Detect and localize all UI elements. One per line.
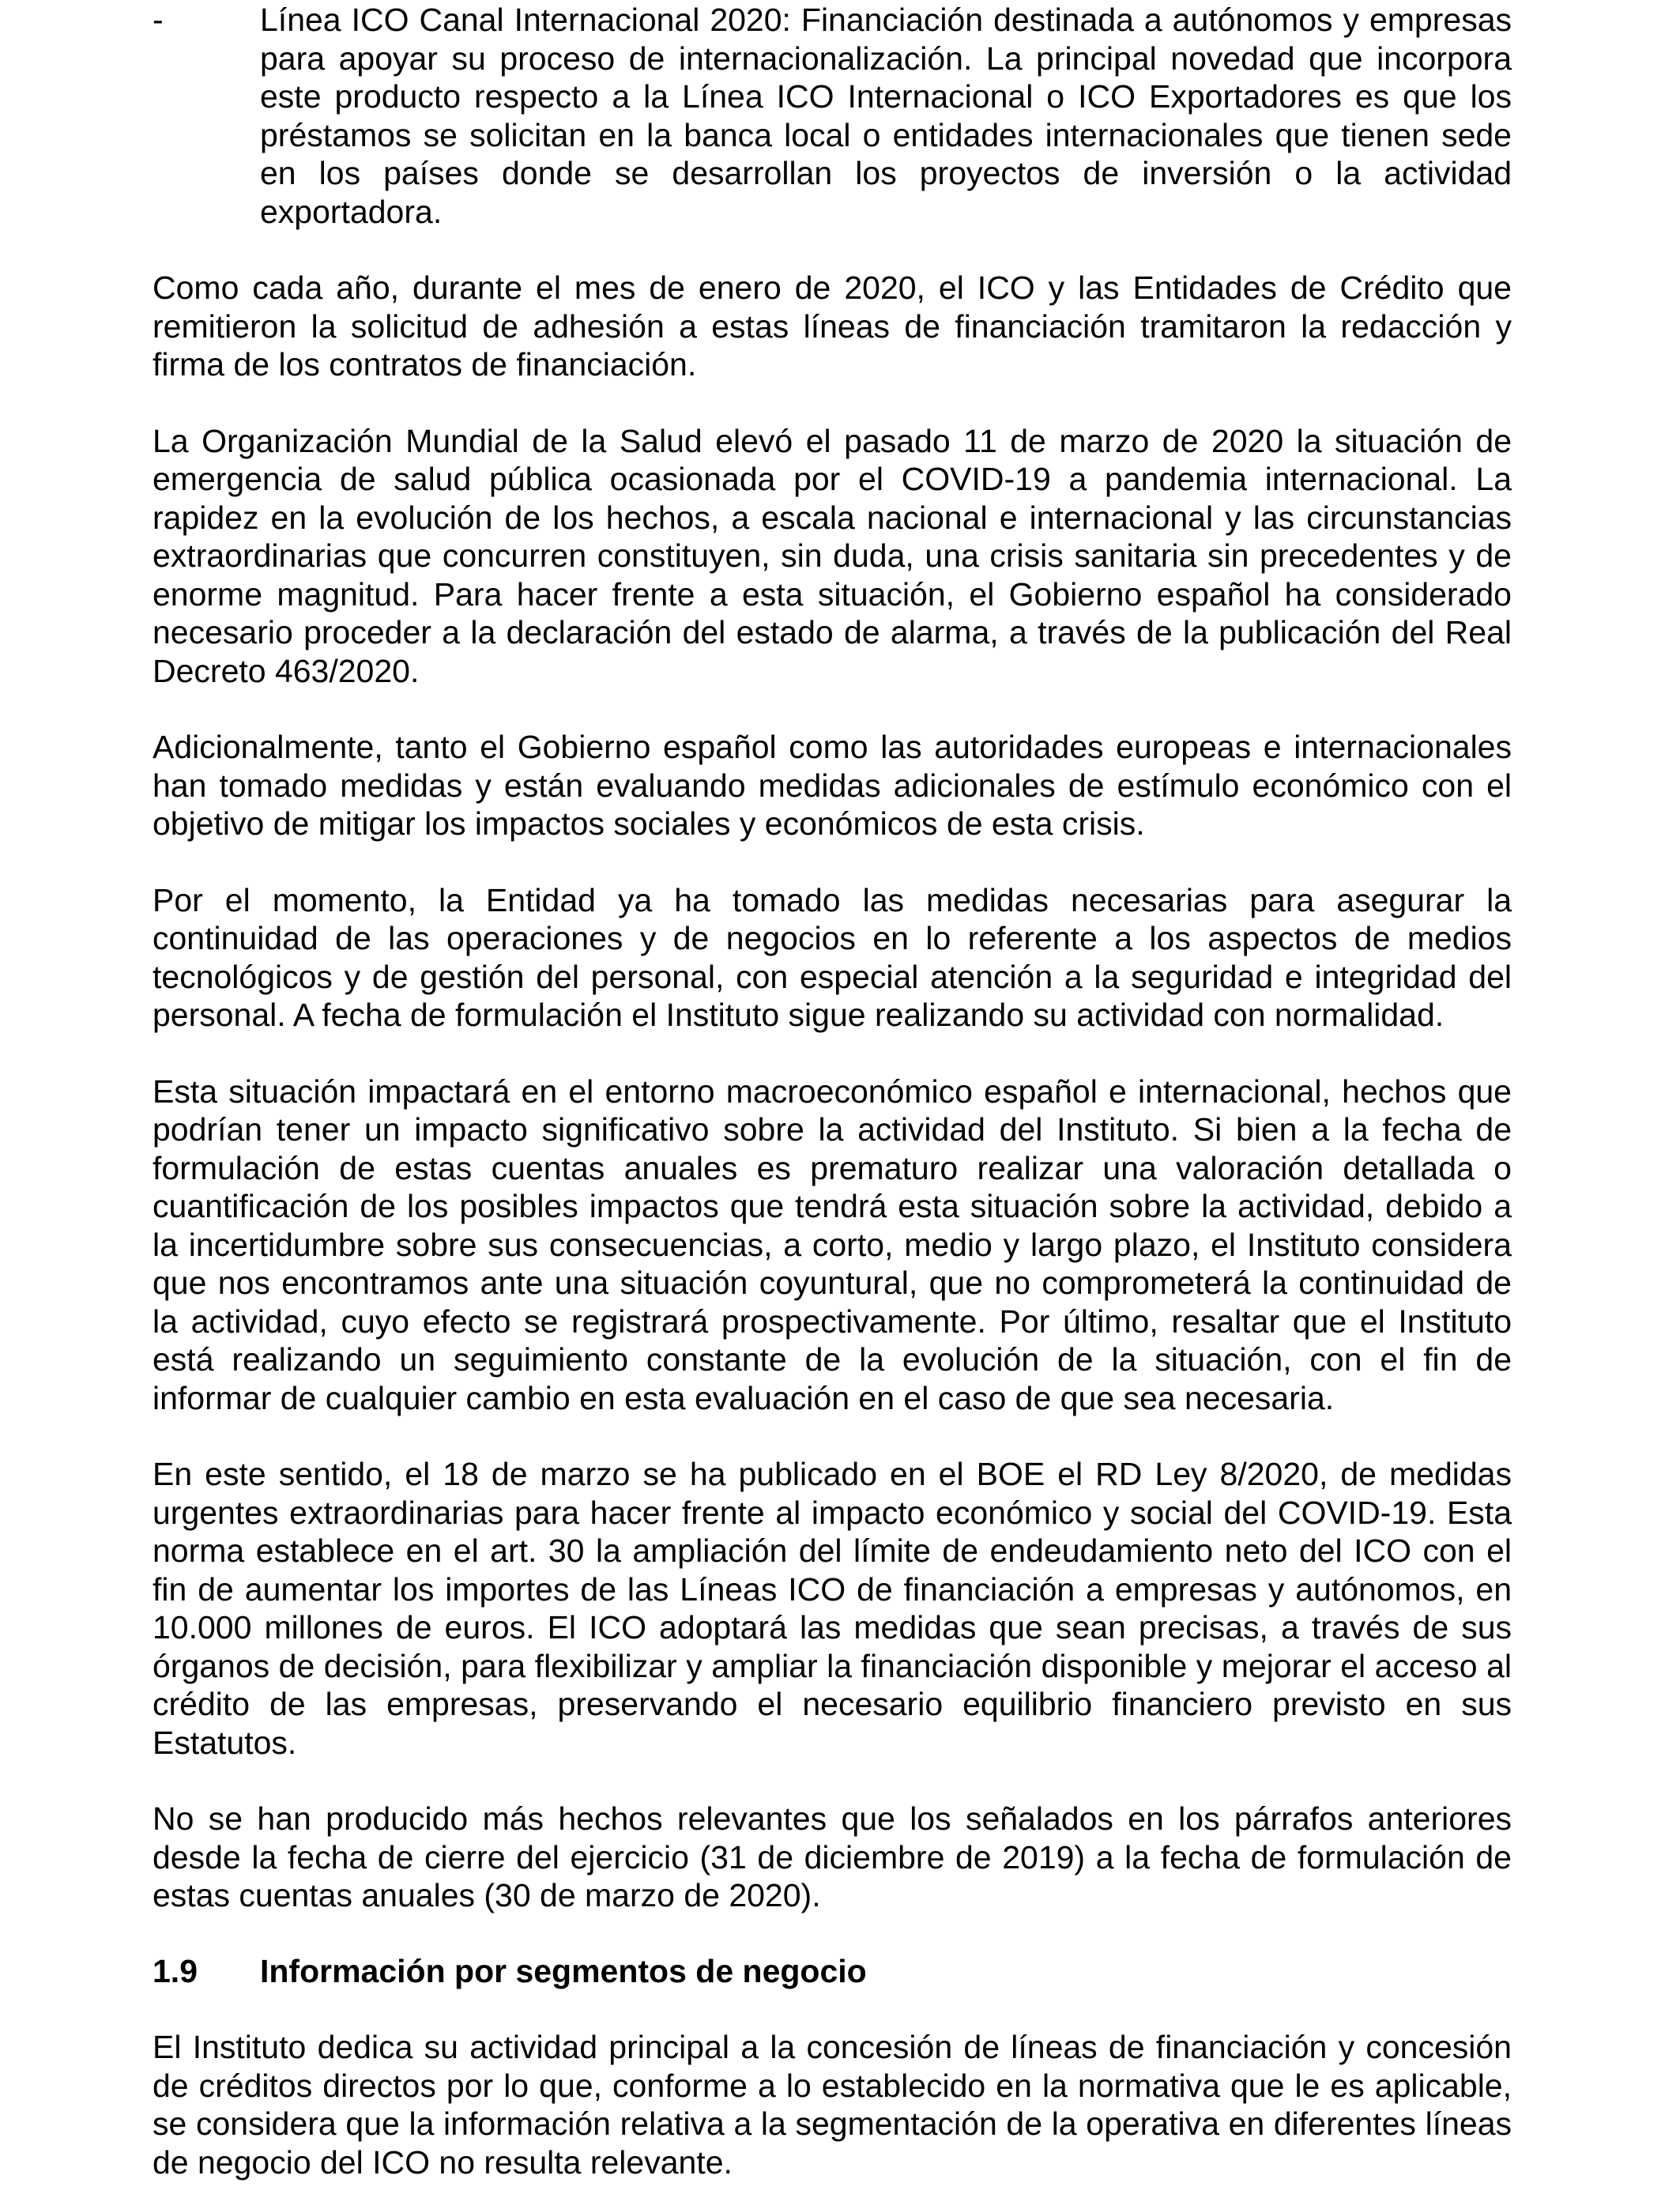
paragraph-hechos-relevantes: No se han producido más hechos relevantes que los señalados en los párrafos anteriores desde la fecha de cierre del ejercicio (31 de diciembre de 2019) a la fecha de formulación de estas cuentas anuales (30 de marzo de 2020). [153, 1800, 1512, 1913]
bullet-item [153, 1, 1512, 231]
bullet-text: Línea ICO Canal Internacional 2020: Financiación destinada a autónomos y empresas para apoyar su proceso de internacionalización. La principal novedad que incorpora este producto respecto a la Línea ICO Internacional o ICO Exportadores es que los préstamos se solicitan en la banca local o entidades internacionales que tienen sede en los países donde se desarrollan los proyectos de inversión o la actividad exportadora. [260, 2, 1512, 230]
paragraph-rd-ley-8-2020: En este sentido, el 18 de marzo se ha publicado en el BOE el RD Ley 8/2020, de medidas urgentes extraordinarias para hacer frente al impacto económico y social del COVID-19. Esta norma establece en el art. 30 la ampliación del límite de endeudamiento neto del ICO con el fin de aumentar los importes de las Líneas ICO de financiación a empresas y autónomos, en 10.000 millones de euros. El ICO adoptará las medidas que sean precisas, a través de sus órganos de decisión, para flexibilizar y ampliar la financiación disponible y mejorar el acceso al crédito de las empresas, preservando el necesario equilibrio financiero previsto en sus Estatutos. [153, 1456, 1512, 1761]
paragraph-pandemia-estado-alarma: La Organización Mundial de la Salud elevó el pasado 11 de marzo de 2020 la situación de emergencia de salud pública ocasionada por el COVID-19 a pandemia internacional. La rapidez en la evolución de los hechos, a escala nacional e internacional y las circunstancias extraordinarias que concurren constituyen, sin duda, una crisis sanitaria sin precedentes y de enorme magnitud. Para hacer frente a esta situación, el Gobierno español ha considerado necesario proceder a la declaración del estado de alarma, a través de la publicación del Real Decreto 463/2020. [153, 422, 1512, 689]
paragraph-adhesion-contratos: Como cada año, durante el mes de enero de 2020, el ICO y las Entidades de Crédito que remitieron la solicitud de adhesión a estas líneas de financiación tramitaron la redacción y firma de los contratos de financiación. [153, 270, 1512, 383]
section-title: Información por segmentos de negocio [260, 1952, 867, 1989]
section-heading [153, 1952, 1512, 1991]
paragraph-medidas-estimulo: Adicionalmente, tanto el Gobierno español como las autoridades europeas e internacionales han tomado medidas y están evaluando medidas adicionales de estímulo económico con el objetivo de mitigar los impactos sociales y económicos de esta crisis. [153, 729, 1512, 842]
document-page [153, 0, 1512, 2181]
paragraph-impacto-macroeconomico: Esta situación impactará en el entorno macroeconómico español e internacional, hechos que podrían tener un impacto significativo sobre la actividad del Instituto. Si bien a la fecha de formulación de estas cuentas anuales es prematuro realizar una valoración detallada o cuantificación de los posibles impactos que tendrá esta situación sobre la actividad, debido a la incertidumbre sobre sus consecuencias, a corto, medio y largo plazo, el Instituto considera que nos encontramos ante una situación coyuntural, que no comprometerá la continuidad de la actividad, cuyo efecto se registrará prospectivamente. Por último, resaltar que el Instituto está realizando un seguimiento constante de la evolución de la situación, con el fin de informar de cualquier cambio en esta evaluación en el caso de que sea necesaria. [153, 1072, 1512, 1416]
bullet-marker: - [153, 2, 164, 38]
paragraph-continuidad-operaciones: Por el momento, la Entidad ya ha tomado las medidas necesarias para asegurar la continuidad de las operaciones y de negocios en lo referente a los aspectos de medios tecnológicos y de gestión del personal, con especial atención a la seguridad e integridad del personal. A fecha de formulación el Instituto sigue realizando su actividad con normalidad. [153, 881, 1512, 1033]
section-body-paragraph: El Instituto dedica su actividad principal a la concesión de líneas de financiación y concesión de créditos directos por lo que, conforme a lo establecido en la normativa que le es aplicable, se considera que la información relativa a la segmentación de la operativa en diferentes líneas de negocio del ICO no resulta relevante. [153, 2029, 1512, 2181]
section-number: 1.9 [153, 1952, 198, 1989]
